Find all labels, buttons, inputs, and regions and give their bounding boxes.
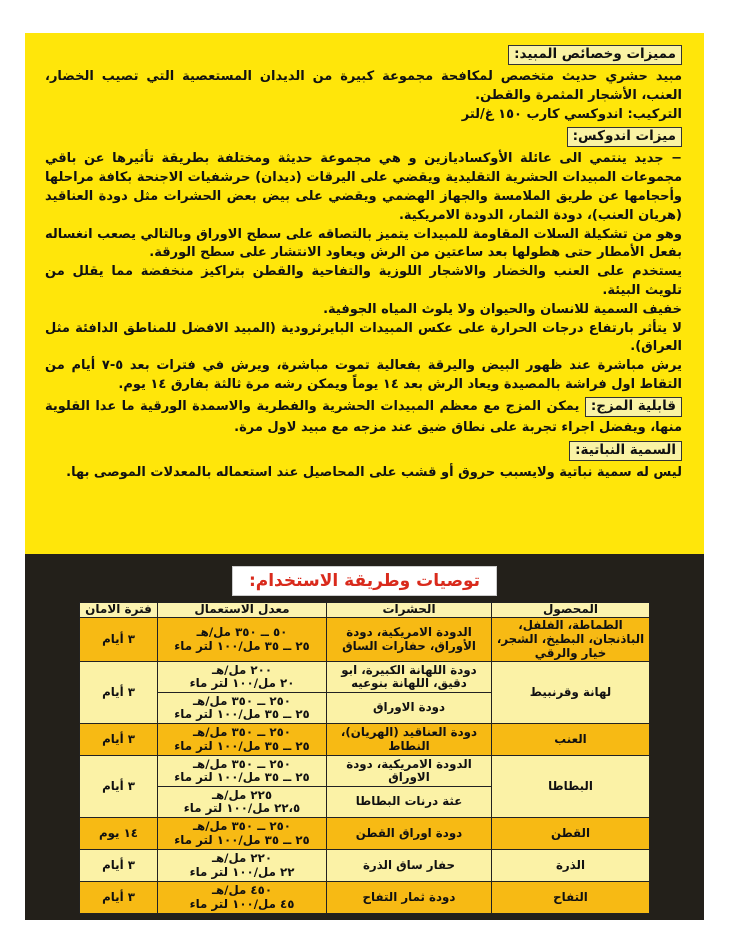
safety-cell: ٣ أيام [80,662,158,724]
column-header-rate: معدل الاستعمال [158,603,327,618]
rate-per-100l: ٢٢،٥ مل/١٠٠ لتر ماء [183,801,301,816]
mixing-line [45,395,682,438]
rate-cell [158,724,327,756]
rate-cell [158,787,327,818]
column-header-pests: الحشرات [327,603,492,618]
crop-cell: البطاطا [492,756,650,818]
rate-cell [158,662,327,693]
mixing-text: يمكن المزج مع معظم المبيدات الحشرية والفطرية والاسمدة الورقية ما عدا القلوية منها، ويفضل اجراء تجربة على نطاق ضيق عند مزجه مع مبيد لاول مرة. [45,398,682,435]
usage-title: توصيات وطريقة الاستخدام: [232,566,497,596]
composition-value: اندوكسي كارب ١٥٠ غ/لتر [461,106,623,122]
rate-per-hectare: ٢٠٠ مل/هـ [211,662,273,677]
pests-cell: دودة اوراق القطن [327,818,492,850]
rate-per-100l: ٤٥ مل/١٠٠ لتر ماء [189,896,295,911]
table-row-cabbage-1 [80,662,650,693]
phyto-heading: السمية النباتية: [569,441,682,461]
mixing-heading: قابلية المزج: [585,397,682,417]
endox-point-family: − جديد ينتمي الى عائلة الأوكساديازين و هي مجموعة حديثة ومختلفة بطريقة تأثيرها عن باقي مجموعات المبيدات الحشرية التقليدية ويقضي على اليرقات (ديدان) حرشفيات الاجنحة بكافة مراحلها وأحجامها عن طريق الملامسة والجهاز الهضمي ويقضي على بيض بعض الحشرات مثل دودة العناقيد (هريان العنب)، دودة الثمار، الدودة الامريكية. [45,151,682,223]
phyto-heading-row [45,439,682,463]
rate-cell [158,850,327,882]
safety-cell: ٣ أيام [80,724,158,756]
rate-per-hectare: ٥٠ ــ ٣٥٠ مل/هـ [196,624,288,639]
crop-cell: الطماطة، الفلفل، الباذنجان، البطيخ، الشجر، خيار والرقي [492,618,650,662]
crop-cell: القطن [492,818,650,850]
pests-cell: الدودة الامريكية، دودة الاوراق [327,756,492,787]
features-heading: مميزات وخصائص المبيد: [508,45,682,65]
rate-per-hectare: ٢٢٠ مل/هـ [211,851,273,866]
rate-per-100l: ٢٢ مل/١٠٠ لتر ماء [189,864,295,879]
composition-line [45,106,682,125]
pests-cell: دودة اللهانة الكبيرة، ابو دقيق، اللهانة بنوعيه [327,662,492,693]
rate-cell [158,693,327,724]
rate-per-100l: ٢٠ مل/١٠٠ لتر ماء [189,676,295,691]
rate-per-hectare: ٢٥٠ ــ ٣٥٠ مل/هـ [193,693,291,708]
endox-point-spray-timing: يرش مباشرة عند ظهور البيض واليرقة بفعالية تموت مباشرة، ويرش في فترات بعد ٥-٧ أيام من التقاط اول فراشة بالمصيدة ويعاد الرش بعد ١٤ يوماً ويمكن رشه مرة ثالثة بفارق ١٤ يوم. [45,358,683,392]
phyto-text: ليس له سمية نباتية ولايسبب حروق أو قشب على المحاصيل عند استعماله بالمعدلات الموصى بها. [66,464,682,480]
table-row-tomato [80,618,650,662]
pests-cell: حفار ساق الذرة [327,850,492,882]
pests-cell: عثة درنات البطاطا [327,787,492,818]
composition-label: التركيب: [627,106,682,122]
usage-table [79,602,650,914]
rate-per-100l: ٢٥ ــ ٣٥ مل/١٠٠ لتر ماء [174,707,310,722]
safety-cell: ٣ أيام [80,882,158,914]
features-heading-row [45,43,682,67]
crop-cell: لهانة وقرنبيط [492,662,650,724]
rate-per-100l: ٢٥ ــ ٣٥ مل/١٠٠ لتر ماء [174,832,310,847]
table-header-row [80,603,650,618]
rate-per-100l: ٢٥ ــ ٣٥ مل/١٠٠ لتر ماء [174,770,310,785]
table-row-apple [80,882,650,914]
rate-per-hectare: ٤٥٠ مل/هـ [211,883,273,898]
table-row-grapes [80,724,650,756]
product-intro-text: مبيد حشري حديث متخصص لمكافحة مجموعة كبيرة من الديدان المستعصية التي تصيب الخضار، العنب، الأشجار المثمرة والقطن. [45,69,682,103]
safety-cell: ٣ أيام [80,618,158,662]
rate-cell [158,756,327,787]
table-row-cotton [80,818,650,850]
endox-point-toxicity: خفيف السمية للانسان والحيوان ولا يلوث المياه الجوفية. [323,301,682,317]
safety-cell: ٣ أيام [80,850,158,882]
rate-cell [158,882,327,914]
pests-cell: الدودة الامريكية، دودة الأوراق، حفارات الساق [327,618,492,662]
table-row-potato-1 [80,756,650,787]
rate-per-100l: ٢٥ ــ ٣٥ مل/١٠٠ لتر ماء [174,738,310,753]
usage-recommendations-panel [25,554,704,920]
endox-heading-row [45,125,682,149]
pests-cell: دودة ثمار التفاح [327,882,492,914]
pests-cell: دودة العناقيد (الهريان)، النطاط [327,724,492,756]
rate-per-100l: ٢٥ ــ ٣٥ مل/١٠٠ لتر ماء [174,638,310,653]
column-header-safety: فترة الامان [80,603,158,618]
endox-point-crops: يستخدم على العنب والخضار والاشجار اللوزية والتفاحية والقطن بتراكيز منخفضة مما يقلل من تلويث البيئة. [45,264,682,298]
endox-point-rainfast: وهو من تشكيلة السلات المقاومة للمبيدات يتميز بالتصاقه على سطح الاوراق وبالتالي يصعب انغساله بفعل الأمطار حتى هطولها بعد ساعتين من الرش ويعاود الانتشار على سطح الورقة. [45,226,682,261]
endox-point-heat: لا يتأثر بارتفاع درجات الحرارة على عكس المبيدات البايرثرودية (المبيد الافضل للمناطق الدافئة مثل العراق). [45,320,682,355]
rate-per-hectare: ٢٢٥ مل/هـ [211,787,273,802]
table-row-corn [80,850,650,882]
rate-per-hectare: ٢٥٠ ــ ٣٥٠ مل/هـ [193,819,291,834]
rate-per-hectare: ٢٥٠ ــ ٣٥٠ مل/هـ [193,756,291,771]
rate-per-hectare: ٢٥٠ ــ ٣٥٠ مل/هـ [193,725,291,740]
endox-features-heading: ميزات اندوكس: [567,127,682,147]
rate-cell [158,818,327,850]
safety-cell: ١٤ يوم [80,818,158,850]
safety-cell: ٣ أيام [80,756,158,818]
crop-cell: العنب [492,724,650,756]
crop-cell: التفاح [492,882,650,914]
column-header-crop: المحصول [492,603,650,618]
crop-cell: الذرة [492,850,650,882]
pests-cell: دودة الاوراق [327,693,492,724]
product-info-panel [25,33,704,554]
rate-cell [158,618,327,662]
